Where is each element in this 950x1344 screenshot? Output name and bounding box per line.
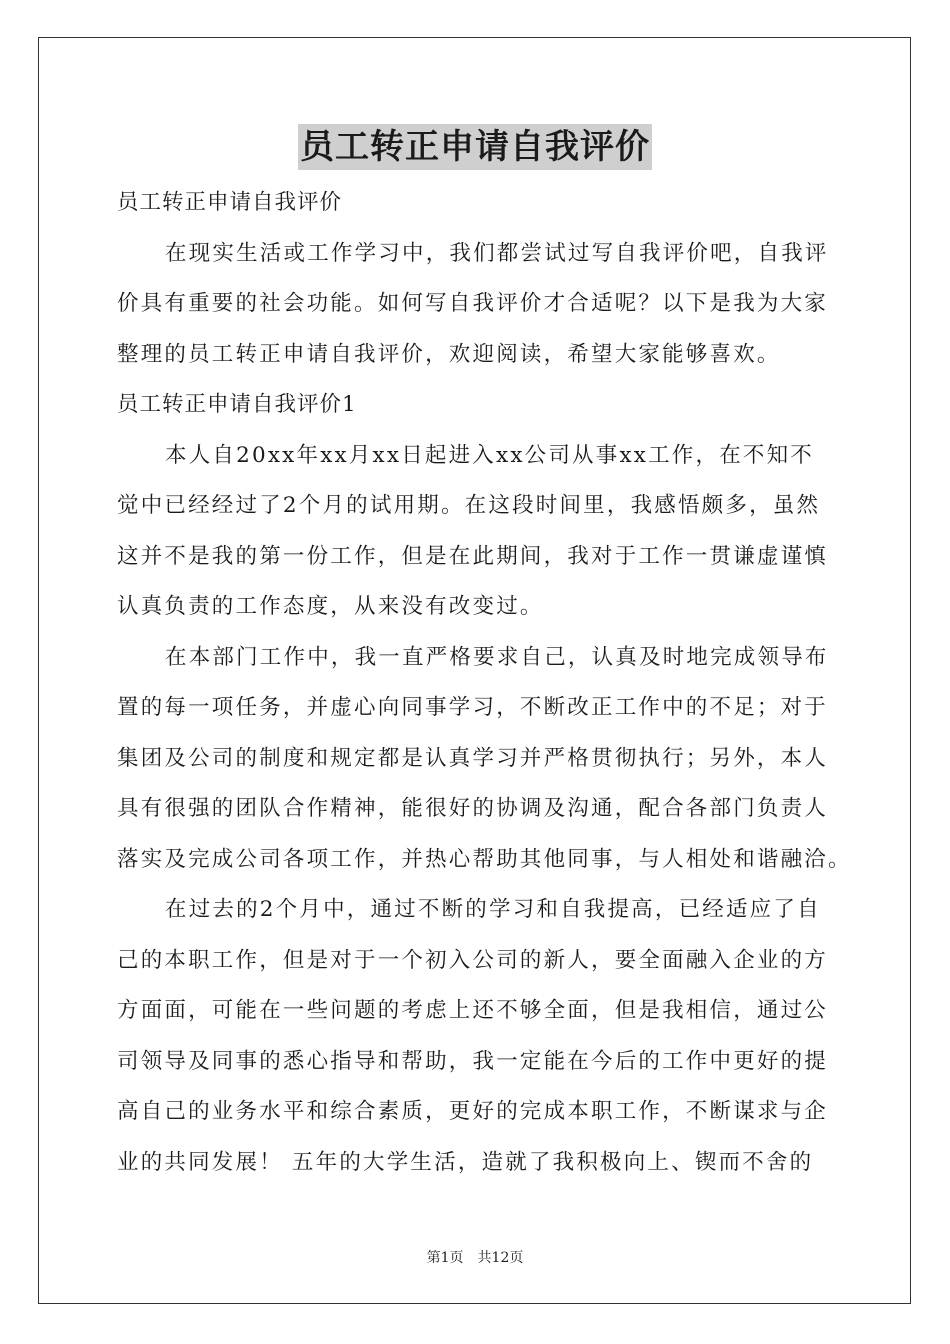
paragraph-line: 价具有重要的社会功能。如何写自我评价才合适呢？以下是我为大家 bbox=[117, 291, 829, 316]
paragraph-line: 己的本职工作，但是对于一个初入公司的新人，要全面融入企业的方 bbox=[117, 947, 829, 973]
paragraph-line: 具有很强的团队合作精神，能很好的协调及沟通，配合各部门负责人 bbox=[117, 796, 829, 821]
document-body bbox=[117, 178, 852, 1188]
paragraph-line: 在过去的2个月中，通过不断的学习和自我提高，已经适应了自 bbox=[165, 897, 821, 922]
subtitle-line: 员工转正申请自我评价 bbox=[117, 190, 343, 215]
document-title: 员工转正申请自我评价 bbox=[298, 124, 652, 170]
paragraph-line: 业的共同发展！ 五年的大学生活，造就了我积极向上、锲而不舍的 bbox=[117, 1149, 814, 1175]
paragraph-line: 落实及完成公司各项工作，并热心帮助其他同事，与人相处和谐融洽。 bbox=[117, 846, 852, 872]
paragraph-line: 这并不是我的第一份工作，但是在此期间，我对于工作一贯谦虚谨慎 bbox=[117, 543, 829, 569]
paragraph-line: 高自己的业务水平和综合素质，更好的完成本职工作，不断谋求与企 bbox=[117, 1099, 829, 1124]
document-title-block bbox=[0, 124, 950, 170]
paragraph-line: 司领导及同事的悉心指导和帮助，我一定能在今后的工作中更好的提 bbox=[117, 1048, 829, 1074]
paragraph-line: 觉中已经经过了2个月的试用期。在这段时间里，我感悟颇多，虽然 bbox=[117, 493, 821, 518]
paragraph-line: 本人自20xx年xx月xx日起进入xx公司从事xx工作，在不知不 bbox=[165, 442, 815, 468]
page-number-total: 共12页 bbox=[477, 1250, 524, 1266]
paragraph-line: 集团及公司的制度和规定都是认真学习并严格贯彻执行；另外，本人 bbox=[117, 745, 829, 771]
paragraph-line: 方面面，可能在一些问题的考虑上还不够全面，但是我相信，通过公 bbox=[117, 998, 829, 1023]
paragraph-line: 置的每一项任务，并虚心向同事学习，不断改正工作中的不足；对于 bbox=[117, 695, 829, 720]
section-heading: 员工转正申请自我评价1 bbox=[117, 392, 357, 417]
page-number-current: 第1页 bbox=[426, 1250, 464, 1266]
paragraph-line: 整理的员工转正申请自我评价，欢迎阅读，希望大家能够喜欢。 bbox=[117, 341, 781, 367]
page-footer bbox=[0, 1247, 950, 1267]
paragraph-line: 在本部门工作中，我一直严格要求自己，认真及时地完成领导布 bbox=[165, 644, 829, 670]
paragraph-line: 在现实生活或工作学习中，我们都尝试过写自我评价吧，自我评 bbox=[165, 240, 829, 266]
paragraph-line: 认真负责的工作态度，从来没有改变过。 bbox=[117, 594, 544, 619]
